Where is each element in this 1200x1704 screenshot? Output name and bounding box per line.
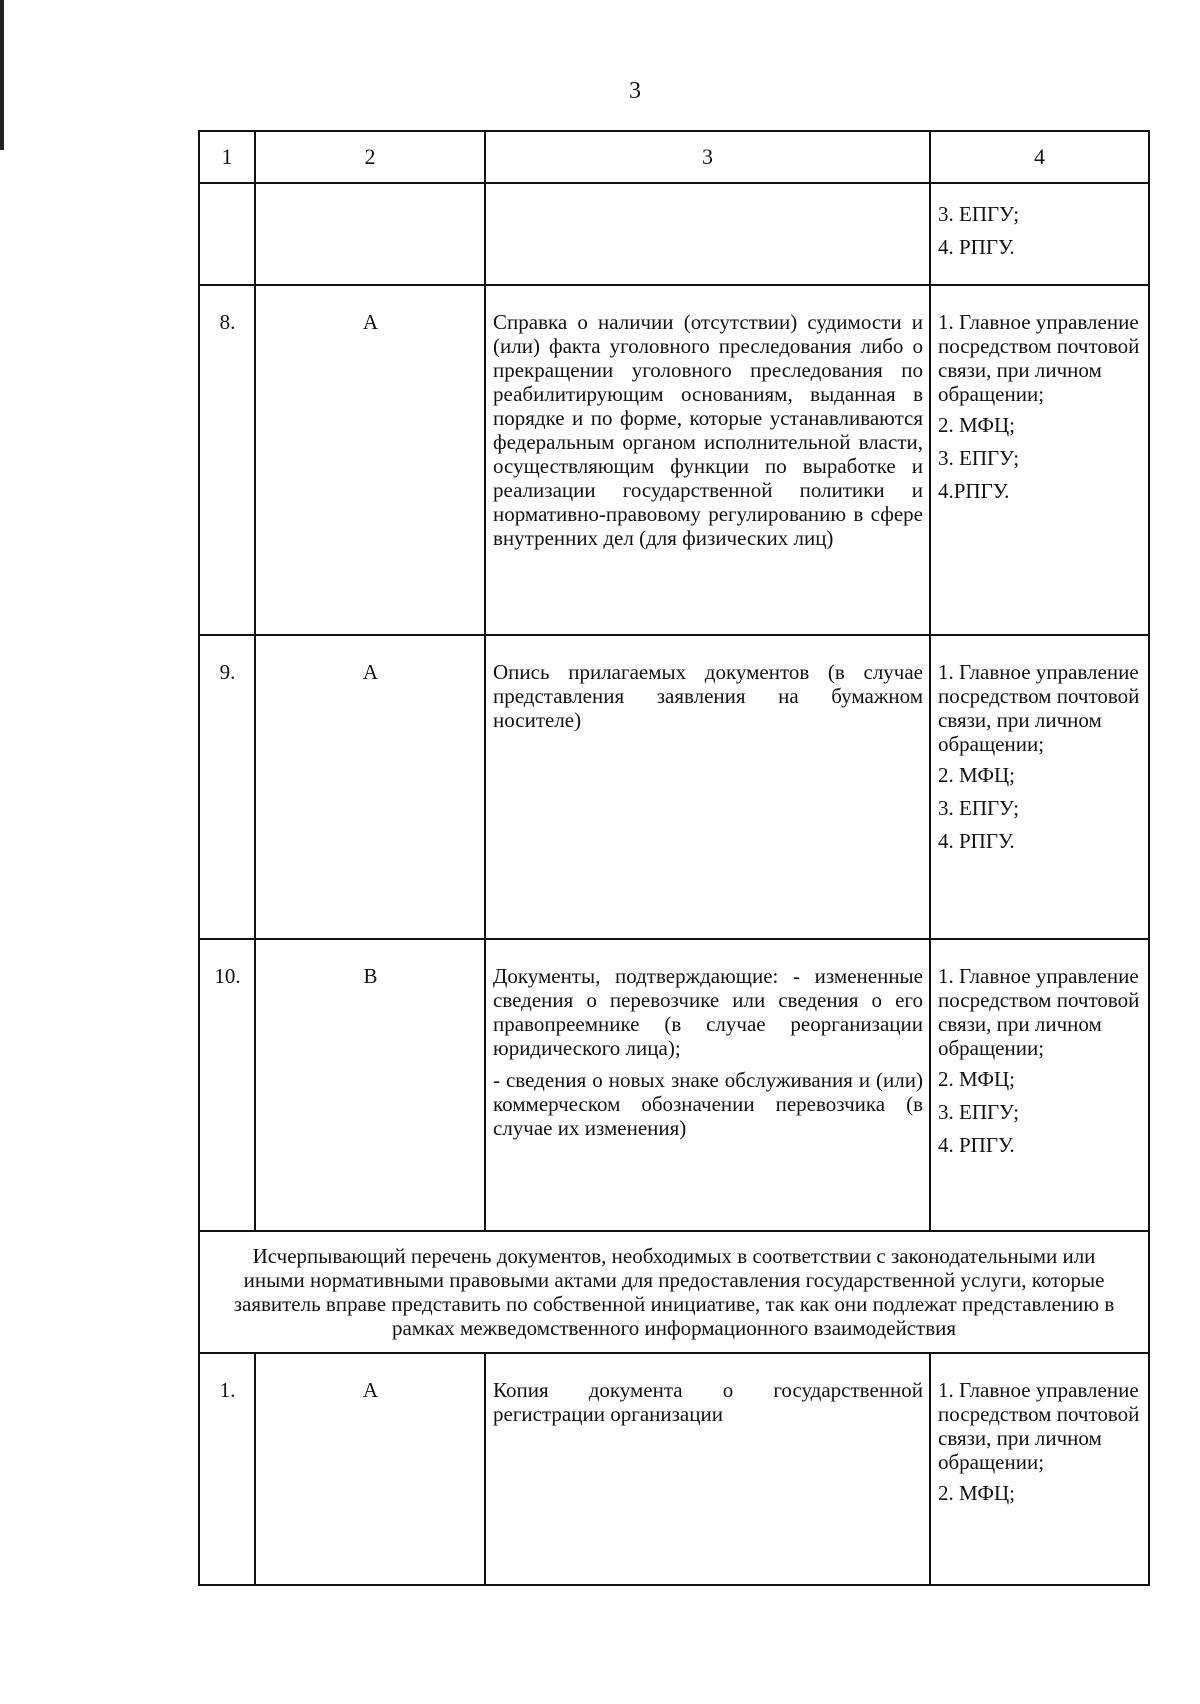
cell-description xyxy=(485,183,930,285)
description-text: Справка о наличии (отсутствии) судимости и (или) факта уголовного преследования либо о прекращении уголовного преследования по реабилитирующим основаниям, выданная в порядке и по форме, которые устанавливаются федеральным органом исполнительной власти, осуществляющим функции по выработке и реализации государственной политики и нормативно-правовому регулированию в сфере внутренних дел (для физических лиц) xyxy=(493,310,923,550)
header-cell-3: 3 xyxy=(485,131,930,183)
channel-item: 2. МФЦ; xyxy=(938,763,1015,787)
channel-item: 4. РПГУ. xyxy=(938,829,1015,853)
header-cell-2: 2 xyxy=(255,131,485,183)
channel-item: 3. ЕПГУ; xyxy=(938,202,1020,226)
header-cell-4: 4 xyxy=(930,131,1149,183)
cell-channels xyxy=(930,1353,1149,1585)
channel-item: 1. Главное управление посредством почтовой связи, при личном обращении; xyxy=(938,1378,1140,1474)
page-number: 3 xyxy=(629,78,641,104)
table-row xyxy=(199,285,1149,635)
channel-item: 3. ЕПГУ; xyxy=(938,446,1020,470)
cell-description xyxy=(485,939,930,1231)
documents-table xyxy=(198,130,1150,1586)
section-heading: Исчерпывающий перечень документов, необходимых в соответствии с законодательными или иными нормативными правовыми актами для предоставления государственной услуги, которые заявитель вправе представить по собственной инициативе, так как они подлежат представлению в рамках межведомственного информационного взаимодействия xyxy=(199,1231,1149,1353)
description-text: - сведения о новых знаке обслуживания и (или) коммерческом обозначении перевозчика (в случае их изменения) xyxy=(493,1068,923,1140)
cell-num: 10. xyxy=(199,939,255,1231)
cell-channels xyxy=(930,635,1149,939)
table-row xyxy=(199,1353,1149,1585)
table-row xyxy=(199,635,1149,939)
channel-item: 2. МФЦ; xyxy=(938,1067,1015,1091)
table-header-row xyxy=(199,131,1149,183)
cell-num: 9. xyxy=(199,635,255,939)
cell-category: В xyxy=(255,939,485,1231)
cell-num xyxy=(199,183,255,285)
channel-item: 2. МФЦ; xyxy=(938,413,1015,437)
cell-channels xyxy=(930,285,1149,635)
header-cell-1: 1 xyxy=(199,131,255,183)
channel-item: 1. Главное управление посредством почтовой связи, при личном обращении; xyxy=(938,964,1140,1060)
cell-category: А xyxy=(255,285,485,635)
cell-category: А xyxy=(255,1353,485,1585)
cell-description xyxy=(485,1353,930,1585)
channel-item: 1. Главное управление посредством почтовой связи, при личном обращении; xyxy=(938,310,1140,406)
channel-item: 4.РПГУ. xyxy=(938,479,1010,503)
cell-category xyxy=(255,183,485,285)
channel-item: 3. ЕПГУ; xyxy=(938,796,1020,820)
cell-num: 8. xyxy=(199,285,255,635)
description-text: Копия документа о государственной регистрации организации xyxy=(493,1378,923,1426)
scan-edge-mark xyxy=(0,0,4,150)
channel-item: 3. ЕПГУ; xyxy=(938,1100,1020,1124)
cell-category: А xyxy=(255,635,485,939)
section-heading-row xyxy=(199,1231,1149,1353)
channel-item: 4. РПГУ. xyxy=(938,1133,1015,1157)
cell-description xyxy=(485,635,930,939)
channel-item: 2. МФЦ; xyxy=(938,1481,1015,1505)
cell-channels xyxy=(930,183,1149,285)
table-row xyxy=(199,939,1149,1231)
description-text: Опись прилагаемых документов (в случае представления заявления на бумажном носителе) xyxy=(493,660,923,732)
cell-channels xyxy=(930,939,1149,1231)
cell-num: 1. xyxy=(199,1353,255,1585)
table-row-continuation xyxy=(199,183,1149,285)
description-text: Документы, подтверждающие: - измененные сведения о перевозчике или сведения о его правопреемнике (в случае реорганизации юридического лица); xyxy=(493,964,923,1060)
cell-description xyxy=(485,285,930,635)
channel-item: 4. РПГУ. xyxy=(938,235,1015,259)
channel-item: 1. Главное управление посредством почтовой связи, при личном обращении; xyxy=(938,660,1140,756)
